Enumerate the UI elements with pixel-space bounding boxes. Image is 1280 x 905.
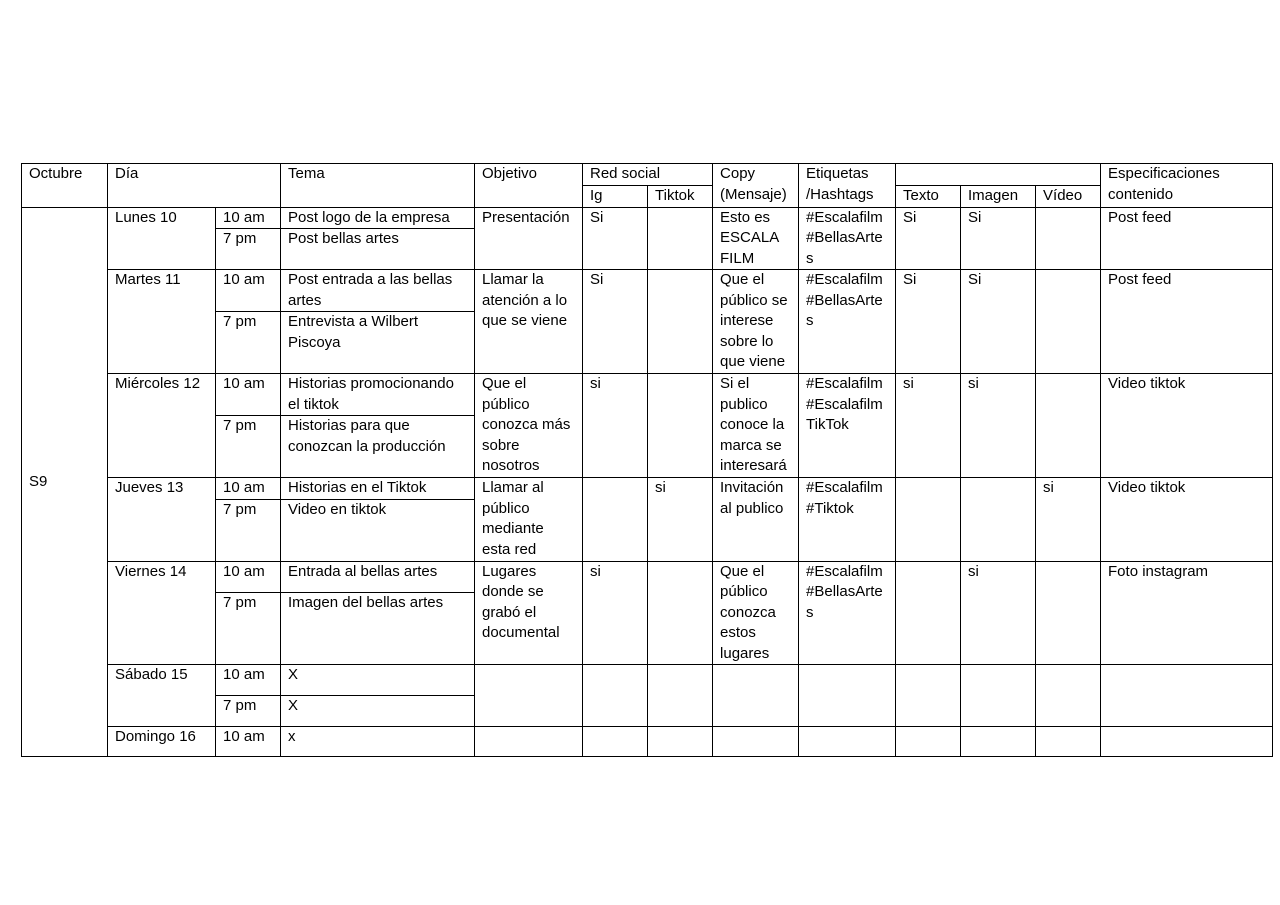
tags-cell [799,727,896,757]
topic-cell: Historias promocionando el tiktok [281,374,475,416]
day-cell: Miércoles 12 [108,374,216,478]
imagen-cell: Si [961,270,1036,374]
objective-cell: Que el público conozca más sobre nosotros [475,374,583,478]
video-cell [1036,270,1101,374]
topic-cell: Historias en el Tiktok [281,478,475,500]
time-cell: 10 am [216,727,281,757]
topic-cell: x [281,727,475,757]
time-cell: 7 pm [216,696,281,727]
topic-cell: Video en tiktok [281,499,475,561]
topic-cell: Post logo de la empresa [281,207,475,229]
video-cell: si [1036,478,1101,562]
tags-cell: #Escalafilm #BellasArtes [799,270,896,374]
content-schedule-table [21,163,1273,757]
objective-cell: Llamar al público mediante esta red [475,478,583,562]
imagen-cell [961,665,1036,727]
time-cell: 10 am [216,374,281,416]
time-cell: 7 pm [216,416,281,478]
tiktok-cell [648,727,713,757]
objective-cell: Lugares donde se grabó el documental [475,561,583,665]
header-video: Vídeo [1036,186,1101,208]
tiktok-cell [648,561,713,665]
time-cell: 10 am [216,478,281,500]
specs-cell [1101,665,1273,727]
time-cell: 10 am [216,561,281,592]
specs-cell: Foto instagram [1101,561,1273,665]
tiktok-cell [648,665,713,727]
time-cell: 10 am [216,207,281,229]
schedule-row [22,207,1273,229]
topic-cell: X [281,696,475,727]
time-cell: 7 pm [216,592,281,664]
ig-cell [583,478,648,562]
imagen-cell: si [961,374,1036,478]
topic-cell: Historias para que conozcan la producción [281,416,475,478]
day-cell: Viernes 14 [108,561,216,665]
tiktok-cell [648,207,713,270]
ig-cell: si [583,374,648,478]
header-copy: Copy (Mensaje) [713,164,799,208]
specs-cell: Video tiktok [1101,478,1273,562]
day-cell: Domingo 16 [108,727,216,757]
texto-cell [896,561,961,665]
imagen-cell [961,727,1036,757]
header-month: Octubre [22,164,108,208]
time-cell: 7 pm [216,499,281,561]
schedule-row [22,665,1273,696]
specs-cell: Post feed [1101,270,1273,374]
ig-cell: Si [583,270,648,374]
header-objective: Objetivo [475,164,583,208]
schedule-row [22,374,1273,416]
schedule-row [22,561,1273,592]
tags-cell: #Escalafilm #BellasArtes [799,561,896,665]
video-cell [1036,207,1101,270]
day-cell: Sábado 15 [108,665,216,727]
header-social-network: Red social [583,164,713,186]
copy-cell [713,665,799,727]
texto-cell: si [896,374,961,478]
topic-cell: Entrada al bellas artes [281,561,475,592]
schedule-row [22,478,1273,500]
tags-cell: #Escalafilm #BellasArtes [799,207,896,270]
header-topic: Tema [281,164,475,208]
tags-cell: #Escalafilm #EscalafilmTikTok [799,374,896,478]
header-hashtags: Etiquetas /Hashtags [799,164,896,208]
topic-cell: X [281,665,475,696]
time-cell: 10 am [216,665,281,696]
imagen-cell: Si [961,207,1036,270]
texto-cell [896,727,961,757]
header-tiktok: Tiktok [648,186,713,208]
ig-cell [583,727,648,757]
texto-cell [896,665,961,727]
copy-cell: Si el publico conoce la marca se interesará [713,374,799,478]
tags-cell [799,665,896,727]
objective-cell [475,665,583,727]
topic-cell: Post bellas artes [281,229,475,270]
video-cell [1036,665,1101,727]
topic-cell: Imagen del bellas artes [281,592,475,664]
header-day: Día [108,164,281,208]
video-cell [1036,374,1101,478]
texto-cell: Si [896,207,961,270]
objective-cell: Llamar la atención a lo que se viene [475,270,583,374]
week-label: S9 [22,207,108,757]
time-cell: 10 am [216,270,281,312]
specs-cell: Video tiktok [1101,374,1273,478]
specs-cell: Post feed [1101,207,1273,270]
copy-cell: Esto es ESCALA FILM [713,207,799,270]
time-cell: 7 pm [216,312,281,374]
ig-cell: si [583,561,648,665]
objective-cell [475,727,583,757]
imagen-cell [961,478,1036,562]
schedule-row [22,270,1273,312]
schedule-row [22,727,1273,757]
header-content-type [896,164,1101,186]
video-cell [1036,561,1101,665]
topic-cell: Post entrada a las bellas artes [281,270,475,312]
texto-cell [896,478,961,562]
copy-cell: Invitación al publico [713,478,799,562]
tiktok-cell [648,374,713,478]
header-specifications: Especificaciones contenido [1101,164,1273,208]
header-imagen: Imagen [961,186,1036,208]
copy-cell [713,727,799,757]
day-cell: Martes 11 [108,270,216,374]
objective-cell: Presentación [475,207,583,270]
copy-cell: Que el público conozca estos lugares [713,561,799,665]
tags-cell: #Escalafilm #Tiktok [799,478,896,562]
header-ig: Ig [583,186,648,208]
tiktok-cell [648,270,713,374]
specs-cell [1101,727,1273,757]
day-cell: Jueves 13 [108,478,216,562]
video-cell [1036,727,1101,757]
tiktok-cell: si [648,478,713,562]
day-cell: Lunes 10 [108,207,216,270]
header-texto: Texto [896,186,961,208]
imagen-cell: si [961,561,1036,665]
ig-cell [583,665,648,727]
texto-cell: Si [896,270,961,374]
topic-cell: Entrevista a Wilbert Piscoya [281,312,475,374]
ig-cell: Si [583,207,648,270]
copy-cell: Que el público se interese sobre lo que viene [713,270,799,374]
time-cell: 7 pm [216,229,281,270]
